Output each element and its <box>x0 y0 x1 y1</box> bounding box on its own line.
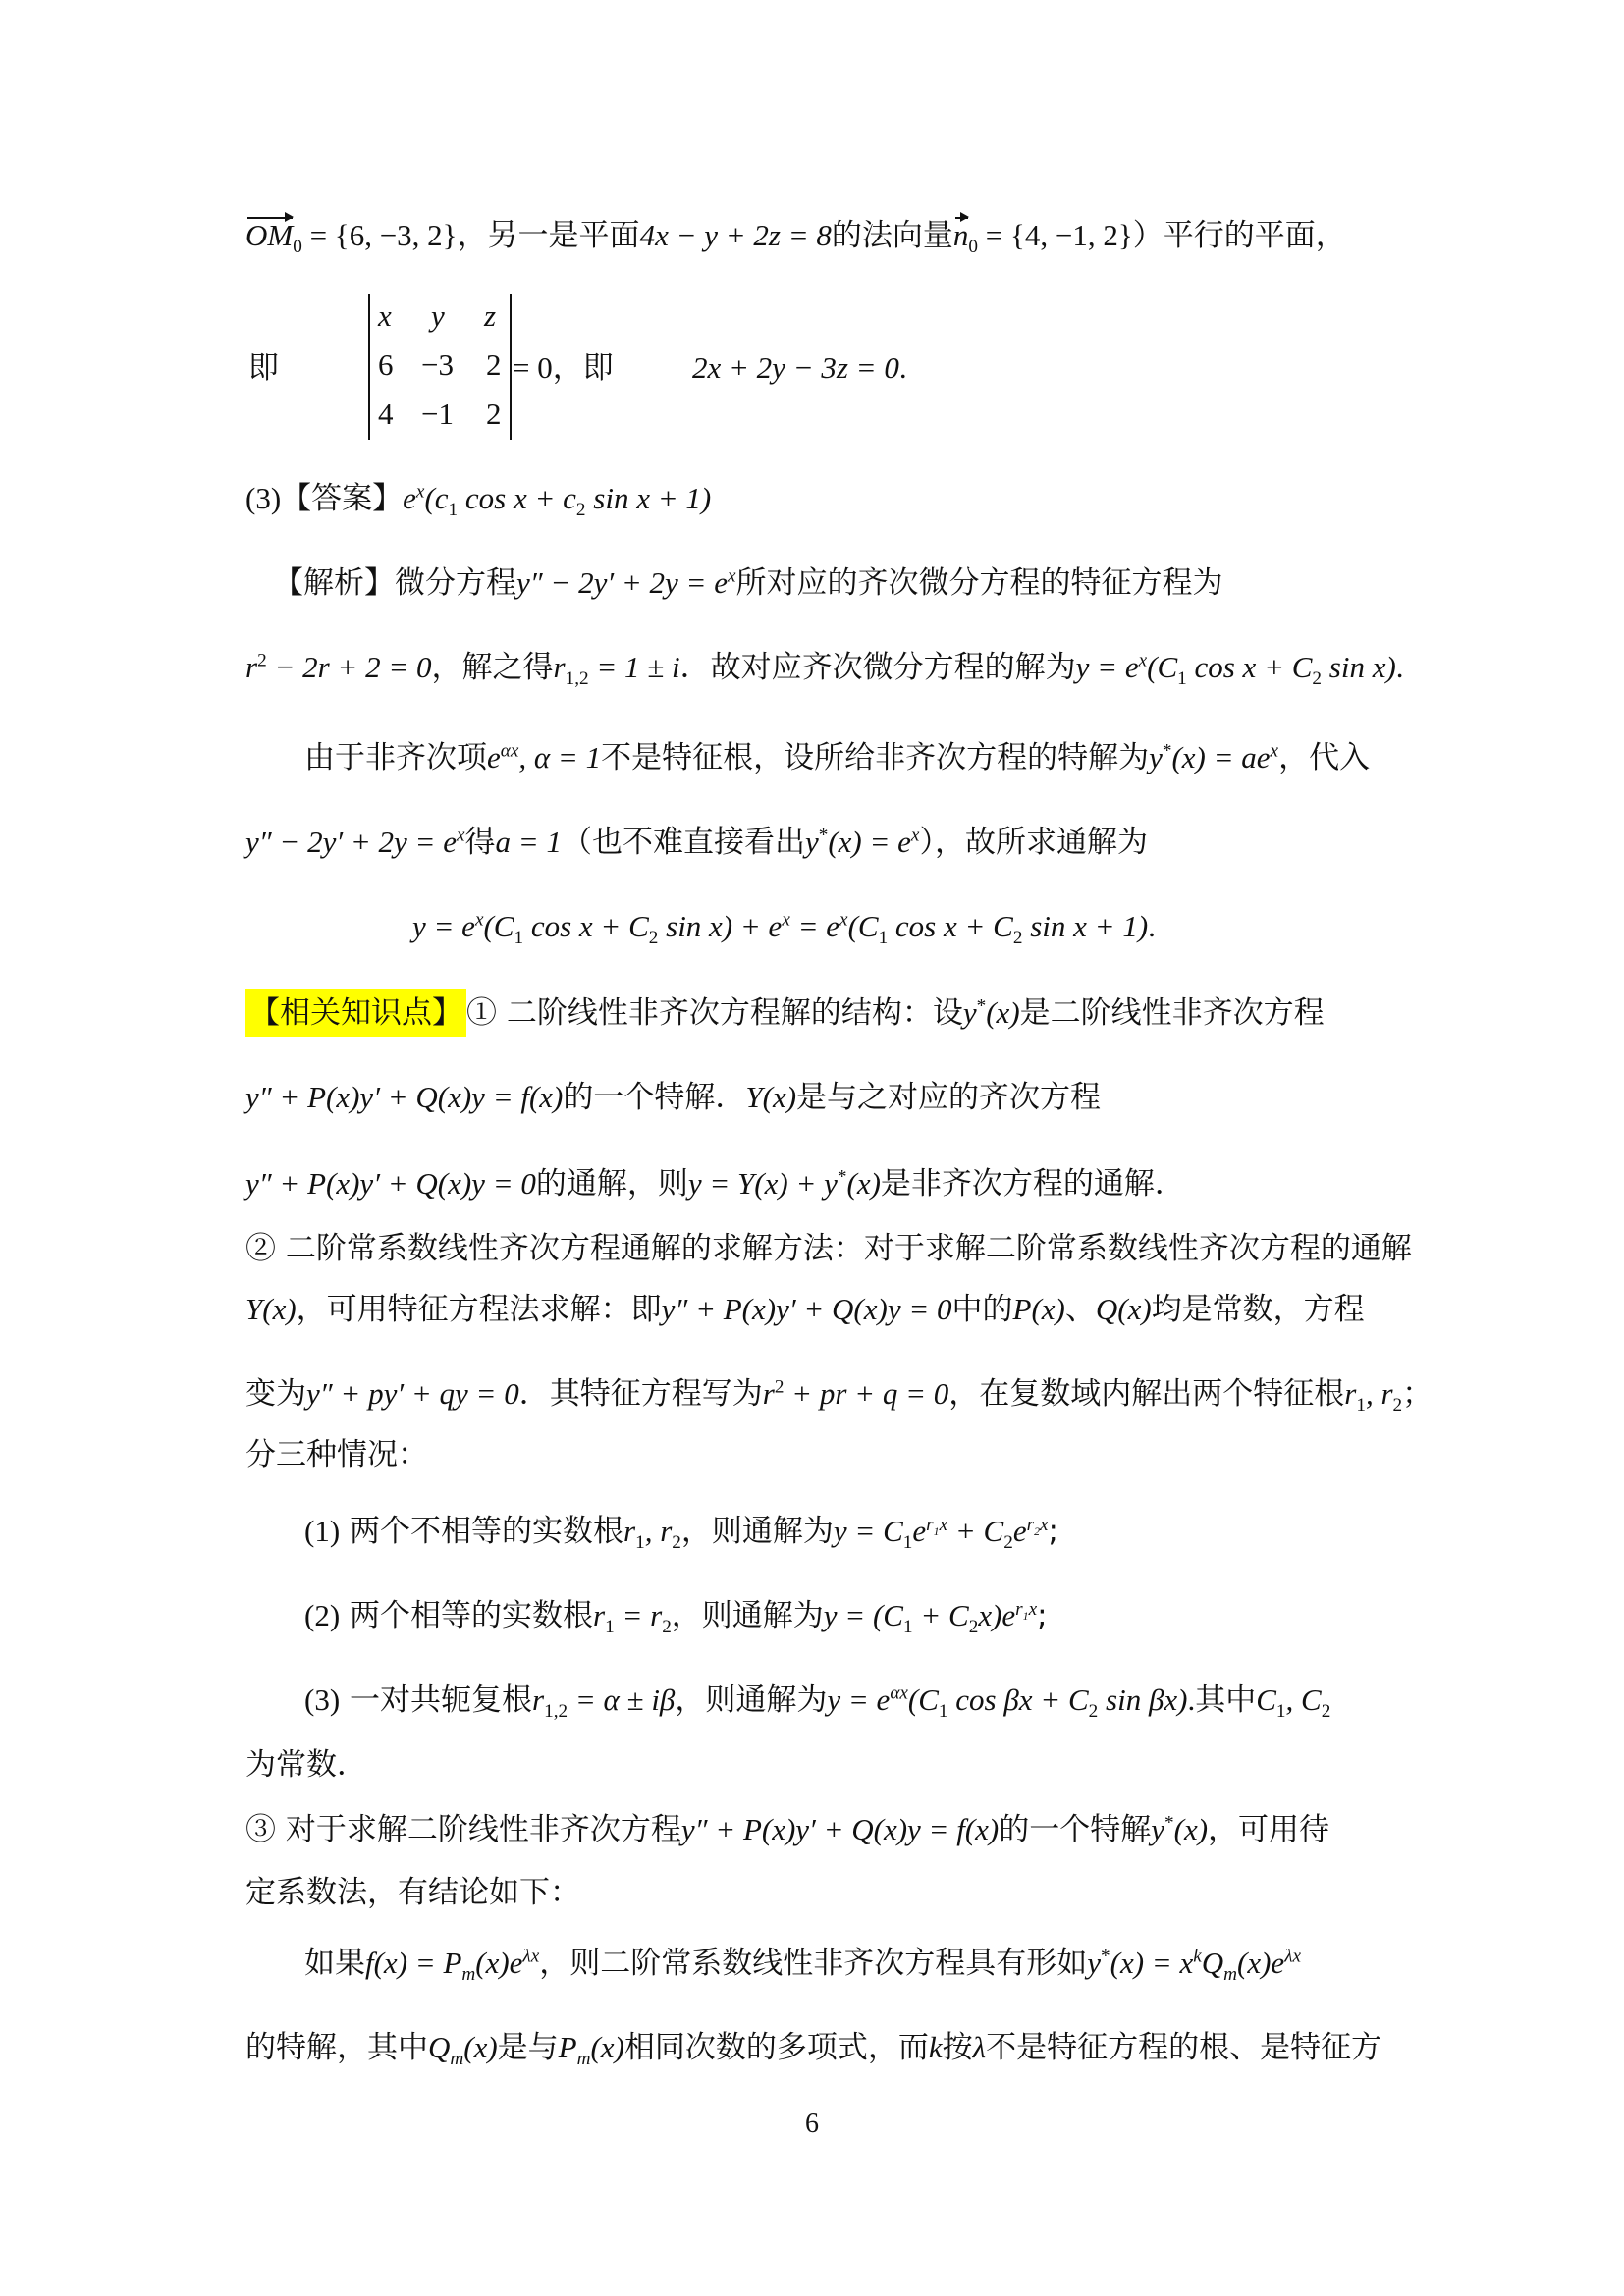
page-number: 6 <box>805 2109 819 2139</box>
knowledge-line-11: 的特解，其中$Q_m(x)$是与$P_m(x)$相同次数的多项式，而k按λ不是特征方程的根、是特征方 <box>245 2030 1382 2070</box>
det-eq: = 0，即 <box>513 350 614 386</box>
knowledge-line-8: ③ 对于求解二阶线性非齐次方程y″ + P(x)y′ + Q(x)y = f(x)的一个特解y*(x)，可用待 <box>245 1812 1330 1847</box>
knowledge-line-7: 分三种情况： <box>245 1437 428 1472</box>
case-2: (2) 两个相等的实数根$r_1 = r_2$，则通解为$y = (C_1 + C_2x)e^{r_1x}$; <box>304 1598 1048 1638</box>
analysis-line-3: 由于非齐次项$e^{\alpha x}$, α = 1不是特征根，设所给非齐次方程的特解为$y^*(x) = ae^x$，代入 <box>304 740 1371 775</box>
determinant: x y z 6 −3 2 4 −1 2 <box>368 294 512 440</box>
analysis-line-2: $r^2 - 2r + 2 = 0$，解之得$r_{1,2} = 1 \pm i$．故对应齐次微分方程的解为$y = e^x(C_1$ $\cos x + C_2$ sin x). <box>245 650 1404 690</box>
analysis-line-4: $y'' - 2y' + 2y = e^x$得a = 1（也不难直接看出$y^*(x) = e^x$），故所求通解为 <box>245 825 1148 860</box>
knowledge-line-1: 【相关知识点】 ① 二阶线性非齐次方程解的结构：设y*(x)是二阶线性非齐次方程 <box>245 993 1325 1033</box>
knowledge-line-2: y″ + P(x)y′ + Q(x)y = f(x)的一个特解．Y(x)是与之对应的齐次方程 <box>245 1080 1102 1115</box>
knowledge-line-10: 如果$f(x) = P_m(x)e^{\lambda x}$，则二阶常系数线性非齐次方程具有形如$y^*(x) = x^kQ_m(x)e^{\lambda x}$ <box>304 1946 1302 1986</box>
line-1: $OM_0 = \{6$, −3, 2}，另一是平面4x − y + 2z = 8的法向量$n_0 = \{4$, −1, 2}）平行的平面， <box>245 214 1346 255</box>
vector-OM0: $OM_0$ <box>245 218 302 252</box>
knowledge-line-9: 定系数法，有结论如下： <box>245 1875 580 1910</box>
plane-result: 2x + 2y − 3z = 0. <box>692 350 907 385</box>
knowledge-highlight: 【相关知识点】 <box>245 989 466 1037</box>
analysis-line-1: 【解析】微分方程$y'' - 2y' + 2y = e^x$所对应的齐次微分方程的特征方程为 <box>273 565 1223 601</box>
case-3: (3) 一对共轭复根$r_{1,2} = \alpha \pm i\beta$，则通解为$y = e^{\alpha x}(C_1$ $\cos \beta x + C_2$ sin βx).其中$C_1$, $C_2$ <box>304 1682 1331 1723</box>
knowledge-line-5: Y(x)，可用特征方程法求解：即y″ + P(x)y′ + Q(x)y = 0中的P(x)、Q(x)均是常数，方程 <box>245 1292 1365 1327</box>
knowledge-line-3: y″ + P(x)y′ + Q(x)y = 0的通解，则y = Y(x) + y*(x)是非齐次方程的通解． <box>245 1166 1185 1201</box>
general-solution: $y = e^x(C_1$ $\cos x + C_2$ $\sin x) + e^x = e^x(C_1$ $\cos x + C_2$ sin x + 1). <box>412 909 1156 949</box>
knowledge-line-4: ② 二阶常系数线性齐次方程通解的求解方法：对于求解二阶常系数线性齐次方程的通解 <box>245 1231 1412 1266</box>
answer-line: (3)【答案】$e^x(c_1$ $\cos x + c_2$ sin x + 1) <box>245 481 712 521</box>
knowledge-line-6: 变为y″ + py′ + qy = 0．其特征方程写为$r^2$ + pr + q = 0，在复数域内解出两个特征根$r_1$, $r_2$； <box>245 1376 1434 1416</box>
case-1: (1) 两个不相等的实数根$r_1$, $r_2$，则通解为$y = C_1e^{r_1x} + C_2e^{r_2x}$; <box>304 1514 1058 1554</box>
case-3-cont: 为常数． <box>245 1747 367 1783</box>
ji-label: 即 <box>248 350 279 386</box>
